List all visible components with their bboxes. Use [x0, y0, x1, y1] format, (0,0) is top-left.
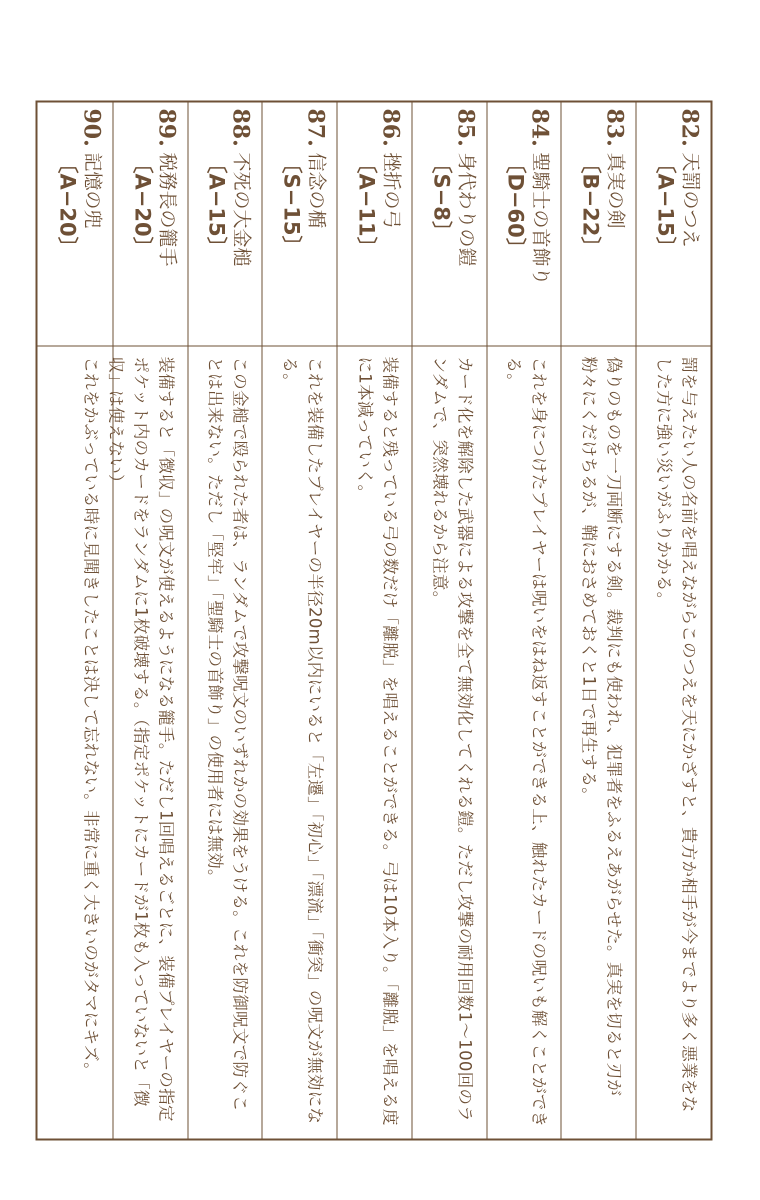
- card-number: 85.: [452, 108, 479, 147]
- card-number: 89.: [153, 108, 180, 147]
- card-name: 天罰のつえ: [679, 152, 702, 248]
- card-description: これを装備したプレイヤーの半径20m以内にいると「左遷」「初心」「漂流」「衝突」の呪文が無効になる。: [280, 356, 325, 1125]
- card-name: 身代わりの鎧: [455, 152, 478, 267]
- card-list-table: [36, 101, 713, 1141]
- card-rank: 〔D−60〕: [503, 152, 528, 259]
- card-number: 90.: [78, 108, 105, 147]
- card-number: 87.: [302, 108, 329, 147]
- card-description: 罰を与えたい人の名前を唱えながらこのつえを天にかざすと、貴方か相手が今までより多く悪業をなした方に強い災いがふりかかる。: [654, 356, 699, 1113]
- card-number: 88.: [227, 108, 254, 147]
- card-rank: 〔A−15〕: [204, 152, 229, 258]
- card-description: カード化を解除した武器による攻撃を全て無効化してくれる鎧。ただし攻撃の耐用回数1～100回のランダムで、突然壊れるから注意。: [430, 356, 475, 1123]
- card-description: これをかぶっている時に見聞きしたことは決して忘れない。非常に重く大きいのがタマにキズ。: [81, 356, 101, 1080]
- card-name-cell: [113, 103, 187, 347]
- card-name: 真実の剣: [604, 152, 627, 229]
- card-name: 記憶の兜: [81, 152, 104, 229]
- card-number: 83.: [601, 108, 628, 147]
- card-description: 装備すると「徴収」の呪文が使えるようになる籠手。ただし1回唱えるごとに、装備プレイヤーの指定ポケット内のカードをランダムに1枚破壊する。（指定ポケットにカードが1枚も入っていないと「徴収」は使えない）: [106, 356, 176, 1122]
- card-row: [337, 103, 412, 1139]
- card-row: [636, 103, 711, 1139]
- card-name-cell: [263, 103, 337, 347]
- card-name-cell: [338, 103, 412, 347]
- card-row: [106, 103, 187, 1139]
- card-name-cell: [412, 103, 486, 347]
- card-description: 装備すると残っている弓の数だけ「離脱」を唱えることができる。弓は10本入り。「離脱」を唱える度に1本減っていく。: [355, 356, 400, 1126]
- card-rank: 〔B−22〕: [578, 152, 603, 258]
- card-number: 82.: [676, 108, 703, 147]
- card-name: 信念の楯: [305, 152, 328, 229]
- card-description: これを身につけたプレイヤーは呪いをはね返すことができる上、触れたカードの呪いも解くことができる。: [504, 356, 549, 1128]
- card-rank: 〔A−20〕: [55, 152, 80, 258]
- card-rank: 〔S−8〕: [429, 152, 454, 242]
- card-name: 聖騎士の首飾り: [529, 152, 552, 286]
- card-row: [561, 103, 636, 1139]
- card-row: [486, 103, 561, 1139]
- card-rank: 〔A−11〕: [354, 152, 379, 258]
- card-name: 不死の大金槌: [230, 152, 253, 267]
- card-rank: 〔A−15〕: [653, 152, 678, 258]
- card-name-cell: [487, 103, 561, 347]
- card-row: [411, 103, 486, 1139]
- card-description: 偽りのものを一刀両断にする剣。裁判にも使われ、犯罪者をふるえあがらせた。真実を切ると刃が粉々にくだけちるが、鞘におさめておくと1日で再生する。: [579, 356, 624, 1097]
- card-number: 84.: [526, 108, 553, 147]
- card-description: この金槌で殴られた者は、ランダムで攻撃呪文のいずれかの効果をうける。これを防御呪文で防ぐことは出来ない。ただし「堅牢」「聖騎士の首飾り」の使用者には無効。: [205, 356, 250, 1112]
- card-rank: 〔A−20〕: [130, 152, 155, 258]
- card-rank: 〔S−15〕: [279, 152, 304, 257]
- card-name: 挫折の弓: [380, 152, 403, 229]
- card-name-cell: [637, 103, 711, 347]
- card-number: 86.: [377, 108, 404, 147]
- card-name: 税務長の籠手: [156, 152, 179, 267]
- card-name-cell: [188, 103, 262, 347]
- card-name-cell: [38, 103, 113, 347]
- card-row: [262, 103, 337, 1139]
- card-row: [38, 103, 113, 1139]
- card-name-cell: [562, 103, 636, 347]
- card-row: [187, 103, 262, 1139]
